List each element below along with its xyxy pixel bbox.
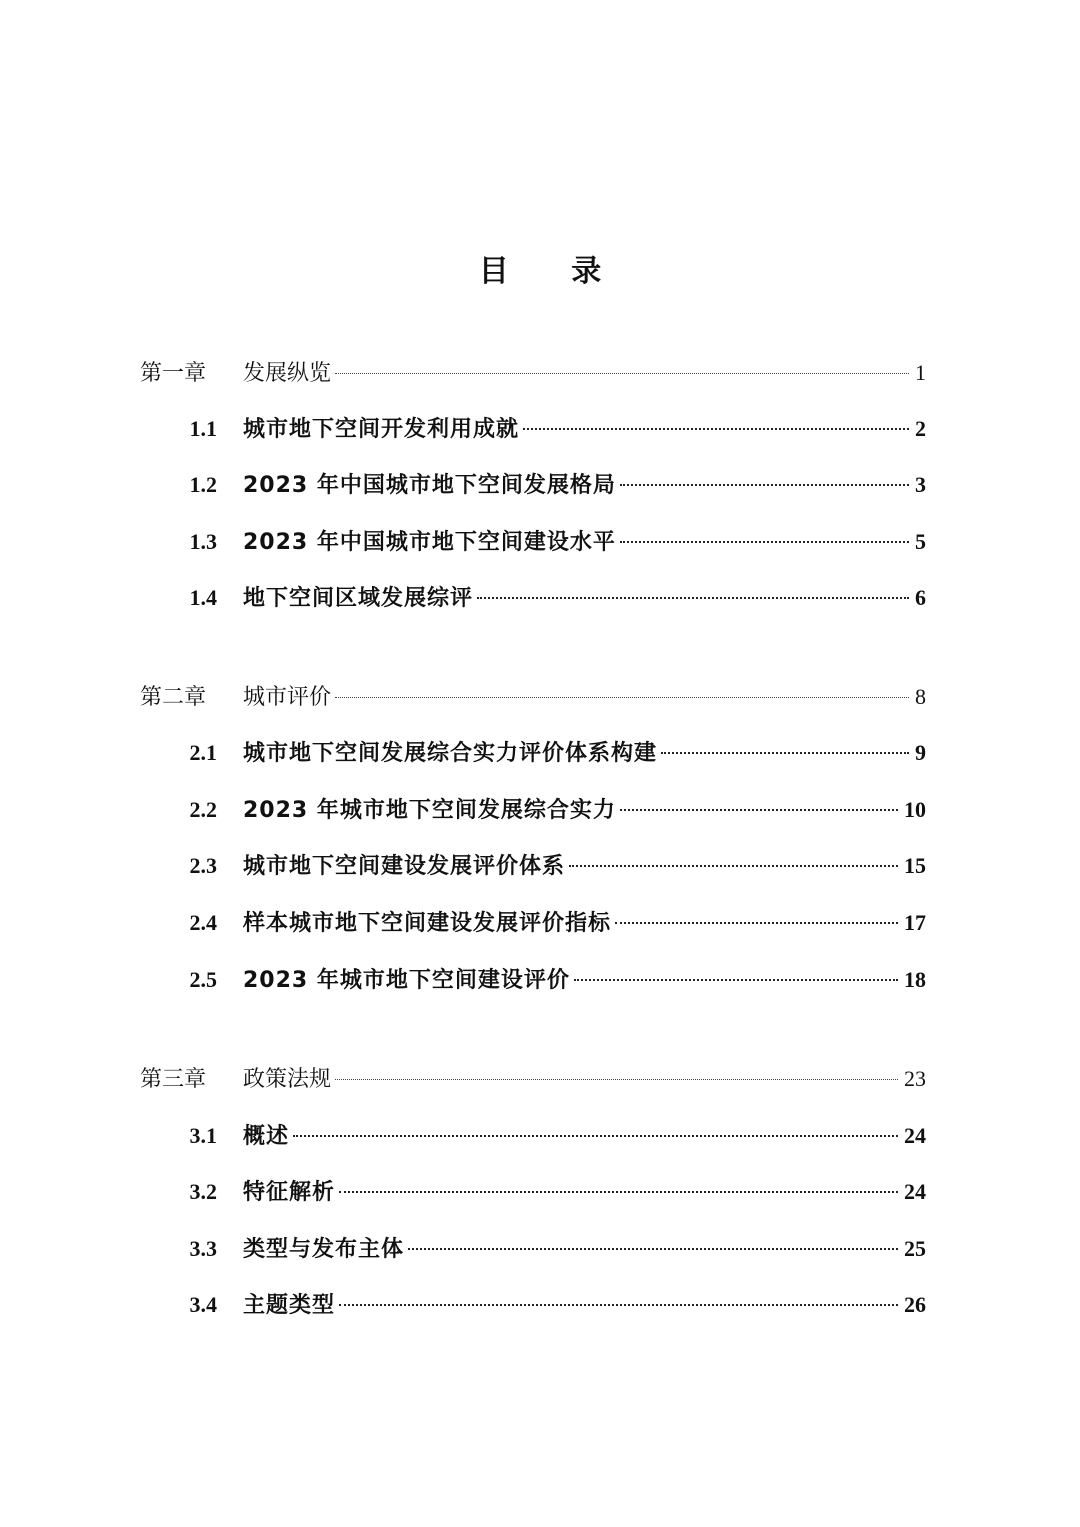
toc-entry-1-2[interactable] bbox=[140, 465, 926, 505]
toc-number: 1.1 bbox=[189, 416, 217, 441]
toc-number: 3.1 bbox=[189, 1123, 217, 1148]
page-title: 目 录 bbox=[478, 254, 628, 289]
toc-page-number: 8 bbox=[915, 684, 926, 709]
toc-page-number: 6 bbox=[915, 585, 926, 610]
toc-entry-1-3[interactable] bbox=[140, 522, 926, 562]
toc-title: 城市地下空间开发利用成就 bbox=[243, 417, 520, 442]
dot-leader bbox=[335, 1079, 898, 1080]
toc-title: 类型与发布主体 bbox=[243, 1237, 405, 1262]
toc-title: 特征解析 bbox=[243, 1180, 336, 1205]
toc-number: 1.2 bbox=[189, 472, 217, 497]
toc-entry-3-1[interactable] bbox=[140, 1116, 926, 1156]
toc-page-number: 24 bbox=[904, 1123, 926, 1148]
dot-leader bbox=[574, 979, 898, 981]
toc-page-number: 25 bbox=[904, 1236, 926, 1261]
toc-number: 3.3 bbox=[189, 1236, 217, 1261]
dot-leader bbox=[335, 373, 909, 374]
dot-leader bbox=[339, 1191, 898, 1193]
toc-entry-2-5[interactable] bbox=[140, 960, 926, 1000]
toc-title: 概述 bbox=[243, 1124, 290, 1149]
toc-entry-2-1[interactable] bbox=[140, 733, 926, 773]
dot-leader bbox=[523, 428, 909, 430]
toc-number: 第一章 bbox=[140, 361, 207, 386]
dot-leader bbox=[615, 922, 898, 924]
toc-title: 政策法规 bbox=[243, 1067, 332, 1092]
dot-leader bbox=[293, 1135, 898, 1137]
toc-page-number: 17 bbox=[904, 910, 926, 935]
toc-entry-3-3[interactable] bbox=[140, 1229, 926, 1269]
toc-title: 地下空间区域发展综评 bbox=[243, 586, 474, 611]
dot-leader bbox=[477, 597, 909, 599]
toc-page-number: 23 bbox=[904, 1066, 926, 1091]
dot-leader bbox=[335, 697, 909, 698]
dot-leader bbox=[661, 752, 909, 754]
dot-leader bbox=[620, 809, 898, 811]
toc-page-number: 24 bbox=[904, 1179, 926, 1204]
toc-number: 3.4 bbox=[189, 1292, 217, 1317]
toc-entry-3-2[interactable] bbox=[140, 1172, 926, 1212]
toc-page-number: 18 bbox=[904, 967, 926, 992]
toc-number: 2.3 bbox=[189, 853, 217, 878]
toc-number: 第三章 bbox=[140, 1067, 207, 1092]
toc-entry-2-4[interactable] bbox=[140, 903, 926, 943]
toc-number: 3.2 bbox=[189, 1179, 217, 1204]
toc-title: 主题类型 bbox=[243, 1293, 336, 1318]
toc-number: 第二章 bbox=[140, 685, 207, 710]
toc-entry-chapter-1[interactable] bbox=[140, 353, 926, 393]
toc-title: 样本城市地下空间建设发展评价指标 bbox=[243, 911, 612, 936]
toc-title: 城市地下空间建设发展评价体系 bbox=[243, 854, 566, 879]
toc-entry-chapter-3[interactable] bbox=[140, 1059, 926, 1099]
dot-leader bbox=[339, 1304, 898, 1306]
toc-number: 1.4 bbox=[189, 585, 217, 610]
toc-entry-1-4[interactable] bbox=[140, 578, 926, 618]
toc-number: 1.3 bbox=[189, 529, 217, 554]
toc-number: 2.2 bbox=[189, 797, 217, 822]
toc-entry-3-4[interactable] bbox=[140, 1285, 926, 1325]
toc-page-number: 15 bbox=[904, 853, 926, 878]
toc-number: 2.4 bbox=[189, 910, 217, 935]
toc-title: 城市地下空间发展综合实力评价体系构建 bbox=[243, 741, 658, 766]
toc-page-number: 3 bbox=[915, 472, 926, 497]
toc-entry-2-2[interactable] bbox=[140, 790, 926, 830]
dot-leader bbox=[569, 865, 898, 867]
toc-page-number: 26 bbox=[904, 1292, 926, 1317]
toc-page-number: 1 bbox=[915, 360, 926, 385]
toc-page-number: 5 bbox=[915, 529, 926, 554]
toc-page-number: 10 bbox=[904, 797, 926, 822]
dot-leader bbox=[408, 1248, 898, 1250]
dot-leader bbox=[620, 541, 909, 543]
toc-title: 2023 年城市地下空间发展综合实力 bbox=[243, 798, 616, 823]
toc-number: 2.5 bbox=[189, 967, 217, 992]
toc-entry-1-1[interactable] bbox=[140, 409, 926, 449]
toc-title: 发展纵览 bbox=[243, 361, 332, 386]
toc-page-number: 2 bbox=[915, 416, 926, 441]
toc-page-number: 9 bbox=[915, 740, 926, 765]
toc-entry-chapter-2[interactable] bbox=[140, 677, 926, 717]
toc-title: 城市评价 bbox=[243, 685, 332, 710]
toc-title: 2023 年中国城市地下空间建设水平 bbox=[243, 530, 616, 555]
toc-title: 2023 年中国城市地下空间发展格局 bbox=[243, 473, 616, 498]
toc-entry-2-3[interactable] bbox=[140, 846, 926, 886]
toc-number: 2.1 bbox=[189, 740, 217, 765]
toc-title: 2023 年城市地下空间建设评价 bbox=[243, 968, 570, 993]
dot-leader bbox=[620, 484, 909, 486]
